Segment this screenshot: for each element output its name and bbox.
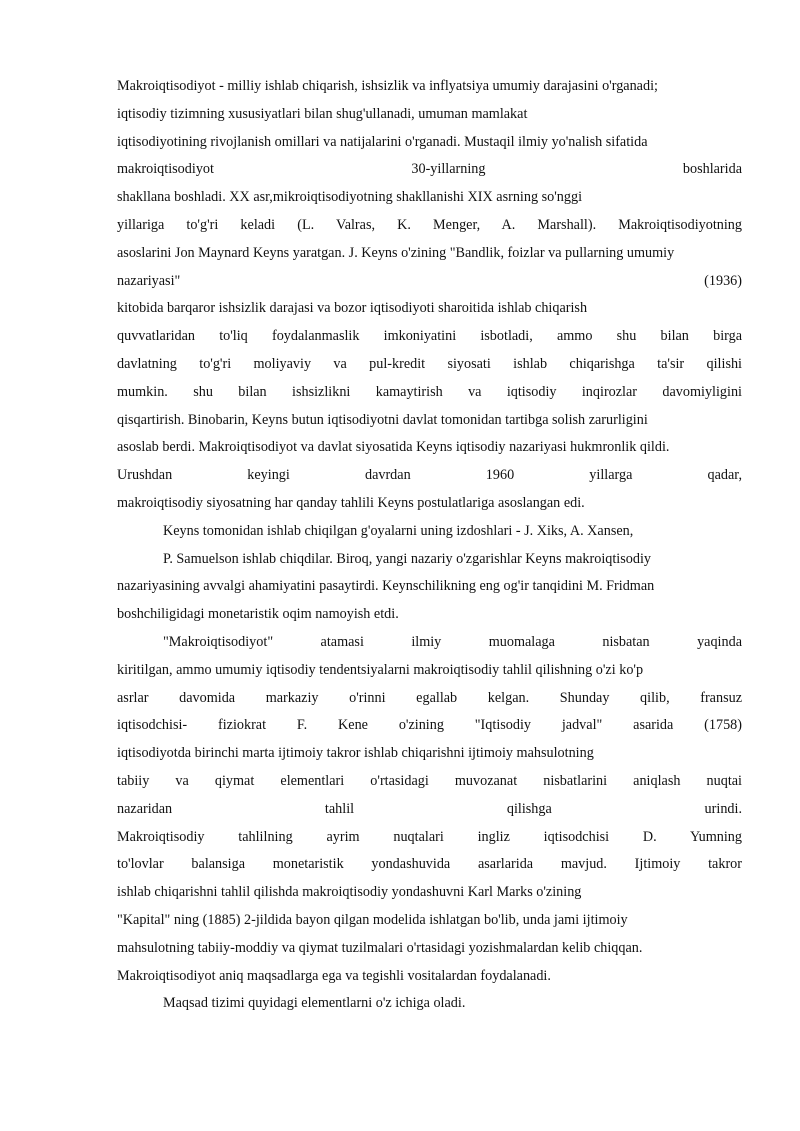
text-line: nazariyasining avvalgi ahamiyatini pasaytirdi. Keynschilikning eng og'ir tanqidini M. Fridman xyxy=(117,578,655,595)
text-line: asrlar davomida markaziy o'rinni egallab kelgan. Shunday qilib, fransuz xyxy=(117,689,742,706)
text-line: makroiqtisodiyot 30-yillarning boshlarida xyxy=(117,161,742,178)
text-line: Makroiqtisodiyot aniq maqsadlarga ega va tegishli vositalardan foydalanadi. xyxy=(117,967,551,984)
text-line: nazaridan tahlil qilishga urindi. xyxy=(117,800,742,817)
text-line: kitobida barqaror ishsizlik darajasi va bozor iqtisodiyoti sharoitida ishlab chiqarish xyxy=(117,300,588,317)
text-line: mumkin. shu bilan ishsizlikni kamaytirish va iqtisodiy inqirozlar davomiyligini xyxy=(117,383,742,400)
text-line: asoslarini Jon Maynard Keyns yaratgan. J. Keyns o'zining "Bandlik, foizlar va pullarning umumiy xyxy=(117,244,675,261)
text-line: Maqsad tizimi quyidagi elementlarni o'z ichiga oladi. xyxy=(163,995,466,1012)
text-line: Makroiqtisodiy tahlilning ayrim nuqtalari ingliz iqtisodchisi D. Yumning xyxy=(117,828,742,845)
text-line: "Makroiqtisodiyot" atamasi ilmiy muomalaga nisbatan yaqinda xyxy=(163,633,742,650)
text-line: iqtisodiy tizimning xususiyatlari bilan shug'ullanadi, umuman mamlakat xyxy=(117,105,528,122)
text-line: Makroiqtisodiyot - milliy ishlab chiqarish, ishsizlik va inflyatsiya umumiy darajasini o'rganadi; xyxy=(117,78,658,94)
text-line: qisqartirish. Binobarin, Keyns butun iqtisodiyotni davlat tomonidan tartibga solish zarurligini xyxy=(117,411,648,428)
text-line: yillariga to'g'ri keladi (L. Valras, K. Menger, A. Marshall). Makroiqtisodiyotning xyxy=(117,216,742,233)
text-line: davlatning to'g'ri moliyaviy va pul-kredit siyosati ishlab chiqarishga ta'sir qilishi xyxy=(117,355,742,372)
text-line: mahsulotning tabiiy-moddiy va qiymat tuzilmalari o'rtasidagi yozishmalardan kelib chiqqan. xyxy=(117,939,643,956)
text-line: shakllana boshladi. XX asr,mikroiqtisodiyotning shakllanishi XIX asrning so'nggi xyxy=(117,189,583,206)
text-line: tabiiy va qiymat elementlari o'rtasidagi muvozanat nisbatlarini aniqlash nuqtai xyxy=(117,772,742,789)
text-line: ishlab chiqarishni tahlil qilishda makroiqtisodiy yondashuvni Karl Marks o'zining xyxy=(117,884,582,901)
text-line: "Kapital" ning (1885) 2-jildida bayon qilgan modelida ishlatgan bo'lib, unda jami ijtimoiy xyxy=(117,911,628,928)
text-line: quvvatlaridan to'liq foydalanmaslik imkoniyatini isbotladi, ammo shu bilan birga xyxy=(117,328,742,345)
text-line: boshchiligidagi monetaristik oqim namoyish etdi. xyxy=(117,606,399,623)
document-body xyxy=(117,73,742,1018)
text-line: to'lovlar balansiga monetaristik yondashuvida asarlarida mavjud. Ijtimoiy takror xyxy=(117,856,742,873)
text-line: Urushdan keyingi davrdan 1960 yillarga qadar, xyxy=(117,467,742,484)
text-line: kiritilgan, ammo umumiy iqtisodiy tendentsiyalarni makroiqtisodiy tahlil qilishning o'zi ko'p xyxy=(117,661,644,678)
text-line: iqtisodiyotda birinchi marta ijtimoiy takror ishlab chiqarishni ijtimoiy mahsulotning xyxy=(117,745,594,762)
text-line: iqtisodiyotining rivojlanish omillari va natijalarini o'rganadi. Mustaqil ilmiy yo'nalish sifatida xyxy=(117,133,648,150)
text-line: asoslab berdi. Makroiqtisodiyot va davlat siyosatida Keyns iqtisodiy nazariyasi hukmronlik qildi. xyxy=(117,439,670,456)
text-line: P. Samuelson ishlab chiqdilar. Biroq, yangi nazariy o'zgarishlar Keyns makroiqtisodiy xyxy=(163,550,651,567)
text-line: Keyns tomonidan ishlab chiqilgan g'oyalarni uning izdoshlari - J. Xiks, A. Xansen, xyxy=(163,522,634,539)
text-line: makroiqtisodiy siyosatning har qanday tahlili Keyns postulatlariga asoslangan edi. xyxy=(117,494,585,511)
text-line: nazariyasi" (1936) xyxy=(117,272,742,289)
text-line: iqtisodchisi- fiziokrat F. Kene o'zining "Iqtisodiy jadval" asarida (1758) xyxy=(117,717,742,734)
